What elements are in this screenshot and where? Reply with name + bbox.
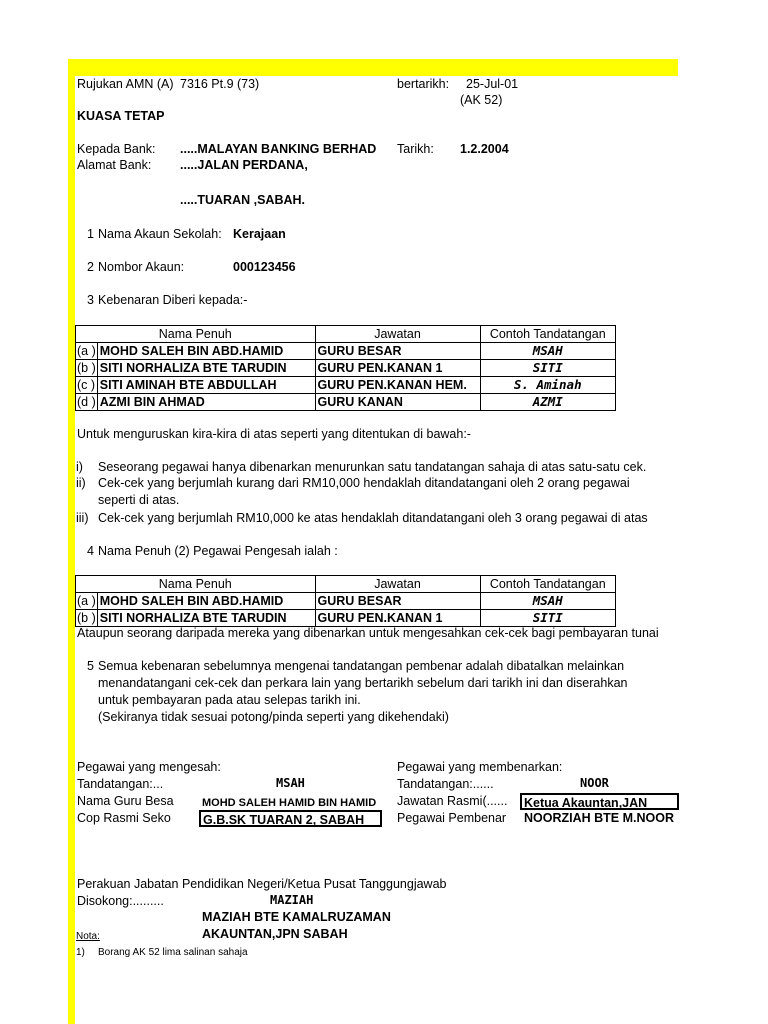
row-full-name: SITI NORHALIZA BTE TARUDIN xyxy=(97,360,315,377)
endorser-name: MAZIAH BTE KAMALRUZAMAN xyxy=(202,910,391,924)
table-row xyxy=(76,377,616,394)
endorsement-signature: MAZIAH xyxy=(270,893,314,907)
dated-label: bertarikh: xyxy=(397,77,450,91)
endorser-position: AKAUNTAN,JPN SABAH xyxy=(202,927,348,941)
certifier-name-label: Nama Guru Besa xyxy=(77,794,174,808)
header-position: Jawatan xyxy=(315,576,480,593)
certifier-name: MOHD SALEH HAMID BIN HAMID xyxy=(202,797,377,809)
reference-label: Rujukan AMN (A) xyxy=(77,77,174,91)
approver-signature: NOOR xyxy=(580,776,609,790)
row-full-name: SITI AMINAH BTE ABDULLAH xyxy=(97,377,315,394)
item5-line1: Semua kebenaran sebelumnya mengenai tandatangan pembenar adalah dibatalkan melainkan xyxy=(98,659,625,673)
approver-position-label: Jawatan Rasmi(...... xyxy=(397,794,508,808)
item3-number: 3 xyxy=(87,293,94,307)
table-header-row xyxy=(76,326,616,343)
certifier-stamp-label: Cop Rasmi Seko xyxy=(77,811,171,825)
bank-address-label: Alamat Bank: xyxy=(77,158,152,172)
item5-line2: menandatangani cek-cek dan perkara lain yang bertarikh sebelum dari tarikh ini dan diserahkan xyxy=(98,676,628,690)
dated-value: 25-Jul-01 xyxy=(466,77,519,91)
condition1-text: Seseorang pegawai hanya dibenarkan menurunkan satu tandatangan sahaja di atas satu-satu cek. xyxy=(98,460,647,474)
note1-text: Borang AK 52 lima salinan sahaja xyxy=(98,947,248,958)
form-code: (AK 52) xyxy=(460,93,503,107)
row-position: GURU KANAN xyxy=(315,394,480,411)
table-row xyxy=(76,360,616,377)
account-number-value: 000123456 xyxy=(233,260,296,274)
row-signature: MSAH xyxy=(480,593,616,610)
authorization-label: Kebenaran Diberi kepada:- xyxy=(98,293,248,307)
account-number-label: Nombor Akaun: xyxy=(98,260,185,274)
approver-officer-name: NOORZIAH BTE M.NOOR xyxy=(524,811,674,825)
support-label: Disokong:......... xyxy=(77,894,164,908)
row-full-name: SITI NORHALIZA BTE TARUDIN xyxy=(97,610,315,627)
row-signature: SITI xyxy=(480,610,616,627)
conditions-intro: Untuk menguruskan kira-kira di atas seperti yang ditentukan di bawah:- xyxy=(77,427,471,441)
header-full-name: Nama Penuh xyxy=(76,326,316,343)
approver-heading: Pegawai yang membenarkan: xyxy=(397,760,563,774)
condition1-number: i) xyxy=(76,460,83,474)
row-signature: MSAH xyxy=(480,343,616,360)
cash-payment-note: Ataupun seorang daripada mereka yang dibenarkan untuk mengesahkan cek-cek bagi pembayaran tunai xyxy=(77,626,659,640)
item4-number: 4 xyxy=(87,544,94,558)
endorsement-heading: Perakuan Jabatan Pendidikan Negeri/Ketua Pusat Tanggungjawab xyxy=(77,877,447,891)
header-full-name: Nama Penuh xyxy=(76,576,316,593)
condition2-line1: Cek-cek yang berjumlah kurang dari RM10,000 hendaklah ditandatangani oleh 2 orang pegawai xyxy=(98,476,630,490)
certifier-stamp: G.B.SK TUARAN 2, SABAH xyxy=(199,810,382,827)
condition3-text: Cek-cek yang berjumlah RM10,000 ke atas hendaklah ditandatangani oleh 3 orang pegawai di atas xyxy=(98,511,648,525)
bank-address-line2: .....TUARAN ,SABAH. xyxy=(180,193,305,207)
school-account-label: Nama Akaun Sekolah: xyxy=(98,227,222,241)
note1-number: 1) xyxy=(76,947,85,958)
row-label: (b ) xyxy=(77,611,96,625)
row-position: GURU PEN.KANAN 1 xyxy=(315,360,480,377)
reference-value: 7316 Pt.9 (73) xyxy=(180,77,260,91)
approver-signature-label: Tandatangan:...... xyxy=(397,777,494,791)
row-position: GURU PEN.KANAN 1 xyxy=(315,610,480,627)
row-full-name: AZMI BIN AHMAD xyxy=(97,394,315,411)
authorized-signatories-table xyxy=(75,325,616,411)
condition2-line2: seperti di atas. xyxy=(98,493,180,507)
row-signature: AZMI xyxy=(480,394,616,411)
bank-to-label: Kepada Bank: xyxy=(77,142,156,156)
table-row xyxy=(76,593,616,610)
condition3-number: iii) xyxy=(76,511,89,525)
item5-line4: (Sekiranya tidak sesuai potong/pinda seperti yang dikehendaki) xyxy=(98,710,449,724)
item5-number: 5 xyxy=(87,659,94,673)
row-label: (c ) xyxy=(76,377,98,394)
approver-position: Ketua Akauntan,JAN xyxy=(520,793,679,810)
bank-address-line1: .....JALAN PERDANA, xyxy=(180,158,308,172)
row-label: (b ) xyxy=(77,361,96,375)
row-label: (a ) xyxy=(77,594,96,608)
row-full-name: MOHD SALEH BIN ABD.HAMID xyxy=(97,593,315,610)
document-title: KUASA TETAP xyxy=(77,109,165,123)
certifying-officers-table xyxy=(75,575,616,627)
row-full-name: MOHD SALEH BIN ABD.HAMID xyxy=(97,343,315,360)
item2-number: 2 xyxy=(87,260,94,274)
date-value: 1.2.2004 xyxy=(460,142,509,156)
header-signature-sample: Contoh Tandatangan xyxy=(480,576,616,593)
certifier-signature: MSAH xyxy=(276,776,305,790)
certifying-officers-label: Nama Penuh (2) Pegawai Pengesah ialah : xyxy=(98,544,338,558)
school-account-value: Kerajaan xyxy=(233,227,286,241)
row-label: (d ) xyxy=(77,395,96,409)
table-row xyxy=(76,610,616,627)
table-row xyxy=(76,343,616,360)
item1-number: 1 xyxy=(87,227,94,241)
certifier-heading: Pegawai yang mengesah: xyxy=(77,760,221,774)
condition2-number: ii) xyxy=(76,476,86,490)
row-signature: S. Aminah xyxy=(480,377,616,394)
table-header-row xyxy=(76,576,616,593)
item5-line3: untuk pembayaran pada atau selepas tarikh ini. xyxy=(98,693,361,707)
highlight-bar-top xyxy=(68,59,678,76)
row-position: GURU BESAR xyxy=(315,593,480,610)
row-position: GURU BESAR xyxy=(315,343,480,360)
row-signature: SITI xyxy=(480,360,616,377)
bank-name: .....MALAYAN BANKING BERHAD xyxy=(180,142,377,156)
header-signature-sample: Contoh Tandatangan xyxy=(480,326,616,343)
approver-officer-label: Pegawai Pembenar xyxy=(397,811,507,825)
header-position: Jawatan xyxy=(315,326,480,343)
row-position: GURU PEN.KANAN HEM. xyxy=(315,377,480,394)
highlight-bar-left xyxy=(68,59,75,1024)
table-row xyxy=(76,394,616,411)
date-label: Tarikh: xyxy=(397,142,434,156)
note-label: Nota: xyxy=(76,931,100,942)
row-label: (a ) xyxy=(77,344,96,358)
certifier-signature-label: Tandatangan:... xyxy=(77,777,164,791)
